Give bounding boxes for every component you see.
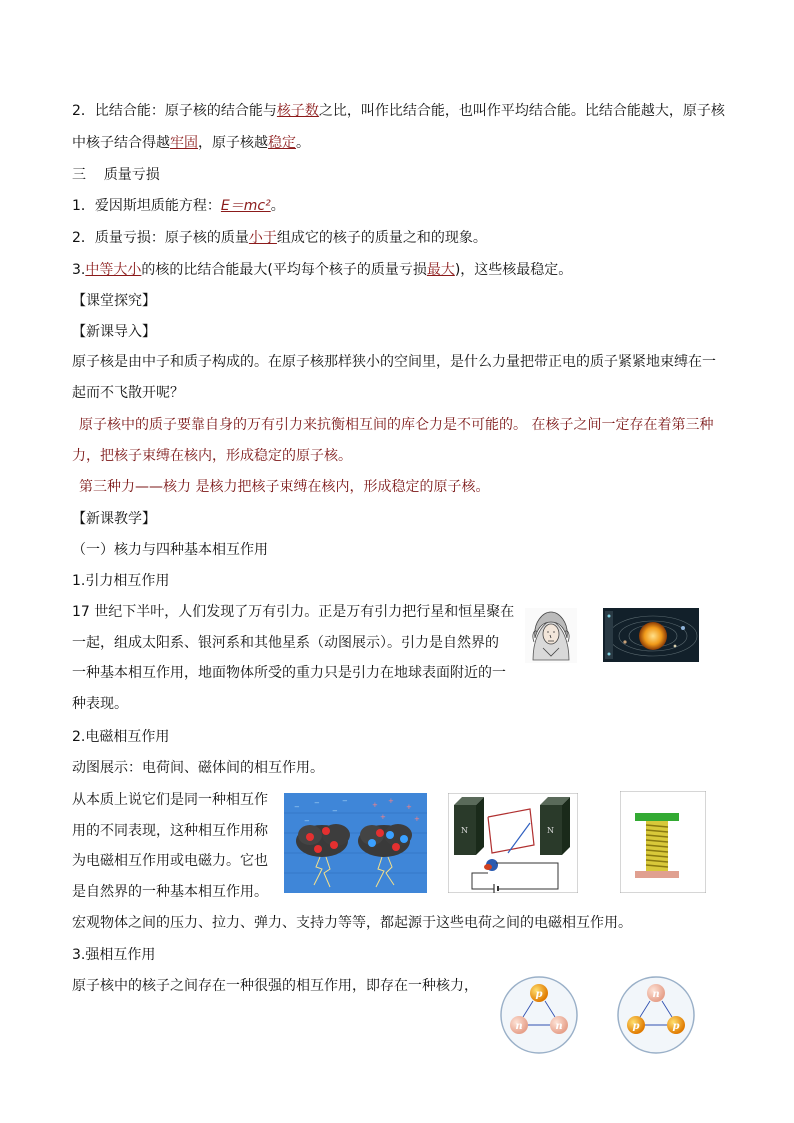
heading-classroom-explore: 【课堂探究】 <box>72 293 156 309</box>
para-binding-line2: 中核子结合得越牢固，原子核越稳定。 <box>72 135 310 151</box>
svg-text:+: + <box>388 797 394 805</box>
svg-text:−: − <box>332 807 338 815</box>
solenoid-spring-image <box>620 791 706 893</box>
gravity-line2: 一起，组成太阳系、银河系和其他星系（动图展示）。引力是自然界的 <box>72 635 499 651</box>
gravity-line3: 一种基本相互作用，地面物体所受的重力只是引力在地球表面附近的一 <box>72 665 506 681</box>
gravity-line1: 17 世纪下半叶，人们发现了万有引力。正是万有引力把行星和恒星聚在 <box>72 604 515 620</box>
svg-text:+: + <box>414 815 420 823</box>
term-stable: 稳定 <box>268 135 296 151</box>
svg-text:+: + <box>380 813 386 821</box>
magnet-n-label: N <box>461 826 468 835</box>
term-less-than: 小于 <box>248 230 277 246</box>
strong-line: 原子核中的核子之间存在一种很强的相互作用，即存在一种核力， <box>72 978 478 994</box>
para-mass-defect: 2．质量亏损：原子核的质量小于组成它的核子的质量之和的现象。 <box>72 230 487 246</box>
em-line4: 是自然界的一种基本相互作用。 <box>72 884 268 900</box>
term-firm: 牢固 <box>170 135 198 151</box>
svg-text:−: − <box>304 817 310 825</box>
svg-text:−: − <box>314 799 320 807</box>
nucleon-2-right: p <box>672 1021 680 1032</box>
nucleon-1-right: n <box>555 1021 563 1032</box>
em-title: 2.电磁相互作用 <box>72 729 170 745</box>
svg-text:−: − <box>294 803 300 811</box>
magnet-coil-image <box>448 793 578 893</box>
strong-title: 3.强相互作用 <box>72 947 156 963</box>
em-line3: 为电磁相互作用或电磁力。它也 <box>72 853 268 869</box>
nucleon-1-top: p <box>535 989 543 1000</box>
para-binding-line1: 2．比结合能：原子核的结合能与核子数之比，叫作比结合能，也叫作平均结合能。比结合能越大，原子核 <box>72 103 725 119</box>
para-medium-nuclei: 3.中等大小的核的比结合能最大(平均每个核子的质量亏损最大)，这些核最稳定。 <box>72 262 573 278</box>
solar-system-image <box>603 608 699 662</box>
subheading-nuclear-force: （一）核力与四种基本相互作用 <box>72 542 268 558</box>
section-3-heading: 三 质量亏损 <box>72 167 160 183</box>
nucleon-diagram-pnn <box>499 975 579 1055</box>
para-mass-energy: 1．爱因斯坦质能方程：E＝mc²。 <box>72 198 285 214</box>
red-line1: 原子核中的质子要靠自身的万有引力来抗衡相互间的库仑力是不可能的。 在核子之间一定存在着第三种 <box>79 417 714 433</box>
newton-portrait <box>525 608 577 663</box>
red-line2: 力，把核子束缚在核内，形成稳定的原子核。 <box>72 448 352 464</box>
red-line3: 第三种力——核力 是核力把核子束缚在核内，形成稳定的原子核。 <box>79 479 490 495</box>
nucleon-diagram-npp <box>616 975 696 1055</box>
em-demo-line: 动图展示：电荷间、磁体间的相互作用。 <box>72 760 324 776</box>
intro-line1: 原子核是由中子和质子构成的。在原子核那样狭小的空间里，是什么力量把带正电的质子紧紧地束缚在一 <box>72 354 716 370</box>
nucleon-2-left: p <box>632 1021 640 1032</box>
em-line2: 用的不同表现，这种相互作用称 <box>72 823 268 839</box>
svg-text:+: + <box>406 803 412 811</box>
gravity-line4: 种表现。 <box>72 696 128 712</box>
em-macro-line: 宏观物体之间的压力、拉力、弹力、支持力等等，都起源于这些电荷之间的电磁相互作用。 <box>72 915 632 931</box>
magnet-s-label: N <box>547 826 554 835</box>
svg-text:−: − <box>342 797 348 805</box>
gravity-title: 1.引力相互作用 <box>72 573 170 589</box>
svg-text:+: + <box>372 801 378 809</box>
formula-emc2: E＝mc² <box>220 198 271 214</box>
nucleon-2-top: n <box>652 989 660 1000</box>
thundercloud-charges-image <box>284 793 427 893</box>
term-medium-size: 中等大小 <box>85 262 142 278</box>
heading-new-lesson-intro: 【新课导入】 <box>72 324 156 340</box>
intro-line2: 起而不飞散开呢？ <box>72 385 184 401</box>
heading-new-lesson-teaching: 【新课教学】 <box>72 511 156 527</box>
term-largest: 最大 <box>426 262 455 278</box>
em-line1: 从本质上说它们是同一种相互作 <box>72 792 268 808</box>
nucleon-1-left: n <box>515 1021 523 1032</box>
term-nucleon-number: 核子数 <box>276 103 319 119</box>
